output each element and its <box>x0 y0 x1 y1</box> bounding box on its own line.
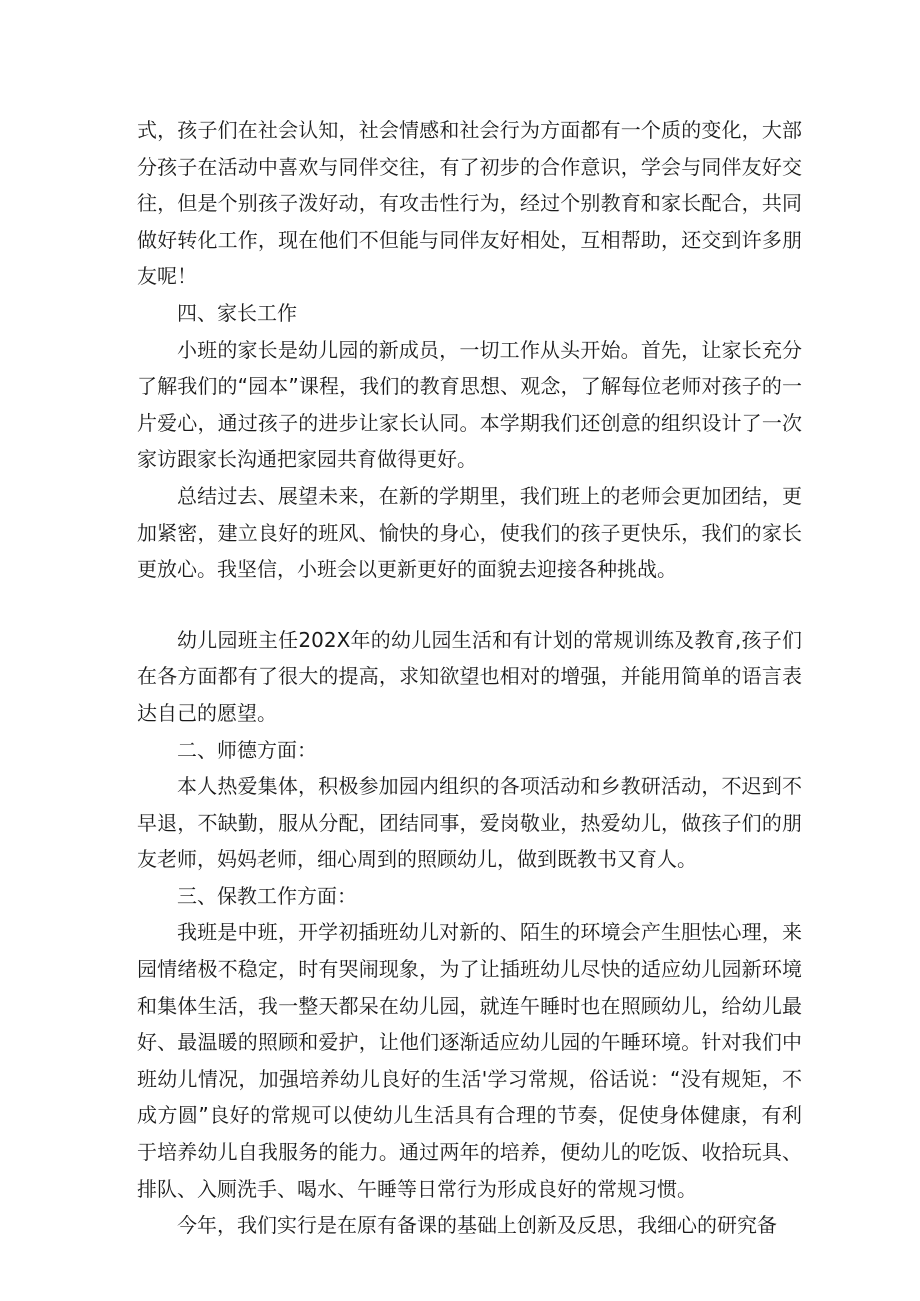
paragraph-summary: 总结过去、展望未来，在新的学期里，我们班上的老师会更加团结，更加紧密，建立良好的班风、愉快的身心，使我们的孩子更快乐，我们的家长更放心。我坚信，小班会以更新更好的面貌去迎接各种挑战。 <box>137 483 802 582</box>
section-gap <box>137 588 802 622</box>
section-heading-parents: 四、家长工作 <box>177 300 297 325</box>
paragraph-continuation: 式，孩子们在社会认知，社会情感和社会行为方面都有一个质的变化，大部分孩子在活动中喜欢与同伴交往，有了初步的合作意识，学会与同伴友好交往，但是个别孩子泼好动，有攻击性行为，经过个别教育和家长配合，共同做好转化工作，现在他们不但能与同伴友好相处，互相帮助，还交到许多朋友呢！ <box>137 118 802 289</box>
paragraph-intro: 幼儿园班主任202X年的幼儿园生活和有计划的常规训练及教育,孩子们在各方面都有了很大的提高，求知欲望也相对的增强，并能用简单的语言表达自己的愿望。 <box>137 627 802 725</box>
paragraph-ethics: 本人热爱集体，积极参加园内组织的各项活动和乡教研活动，不迟到不早退，不缺勤，服从分配，团结同事，爱岗敬业，热爱幼儿，做孩子们的朋友老师，妈妈老师，细心周到的照顾幼儿，做到既教书又育人。 <box>137 774 802 872</box>
paragraph-care-education: 我班是中班，开学初插班幼儿对新的、陌生的环境会产生胆怯心理，来园情绪极不稳定，时有哭闹现象，为了让插班幼儿尽快的适应幼儿园新环境和集体生活，我一整天都呆在幼儿园，就连午睡时也在照顾幼儿，给幼儿最好、最温暖的照顾和爱护，让他们逐渐适应幼儿园的午睡环境。针对我们中班幼儿情况，加强培养幼儿良好的生活'学习常规，俗话说：“没有规矩，不成方圆”良好的常规可以使幼儿生活具有合理的节奏，促使身体健康，有利于培养幼儿自我服务的能力。通过两年的培养，便幼儿的吃饭、收拾玩具、排队、入厕洗手、喝水、午睡等日常行为形成良好的常规习惯。 <box>137 920 802 1201</box>
section-heading-care-education: 三、保教工作方面： <box>177 883 357 908</box>
section-heading-ethics: 二、师德方面： <box>177 737 317 762</box>
document-body <box>137 112 802 1244</box>
paragraph-this-year: 今年，我们实行是在原有备课的基础上创新及反思，我细心的研究备 <box>177 1213 777 1238</box>
paragraph-parents-work: 小班的家长是幼儿园的新成员，一切工作从头开始。首先，让家长充分了解我们的“园本”课程，我们的教育思想、观念，了解每位老师对孩子的一片爱心，通过孩子的进步让家长认同。本学期我们还创意的组织设计了一次家访跟家长沟通把家园共育做得更好。 <box>137 337 802 472</box>
